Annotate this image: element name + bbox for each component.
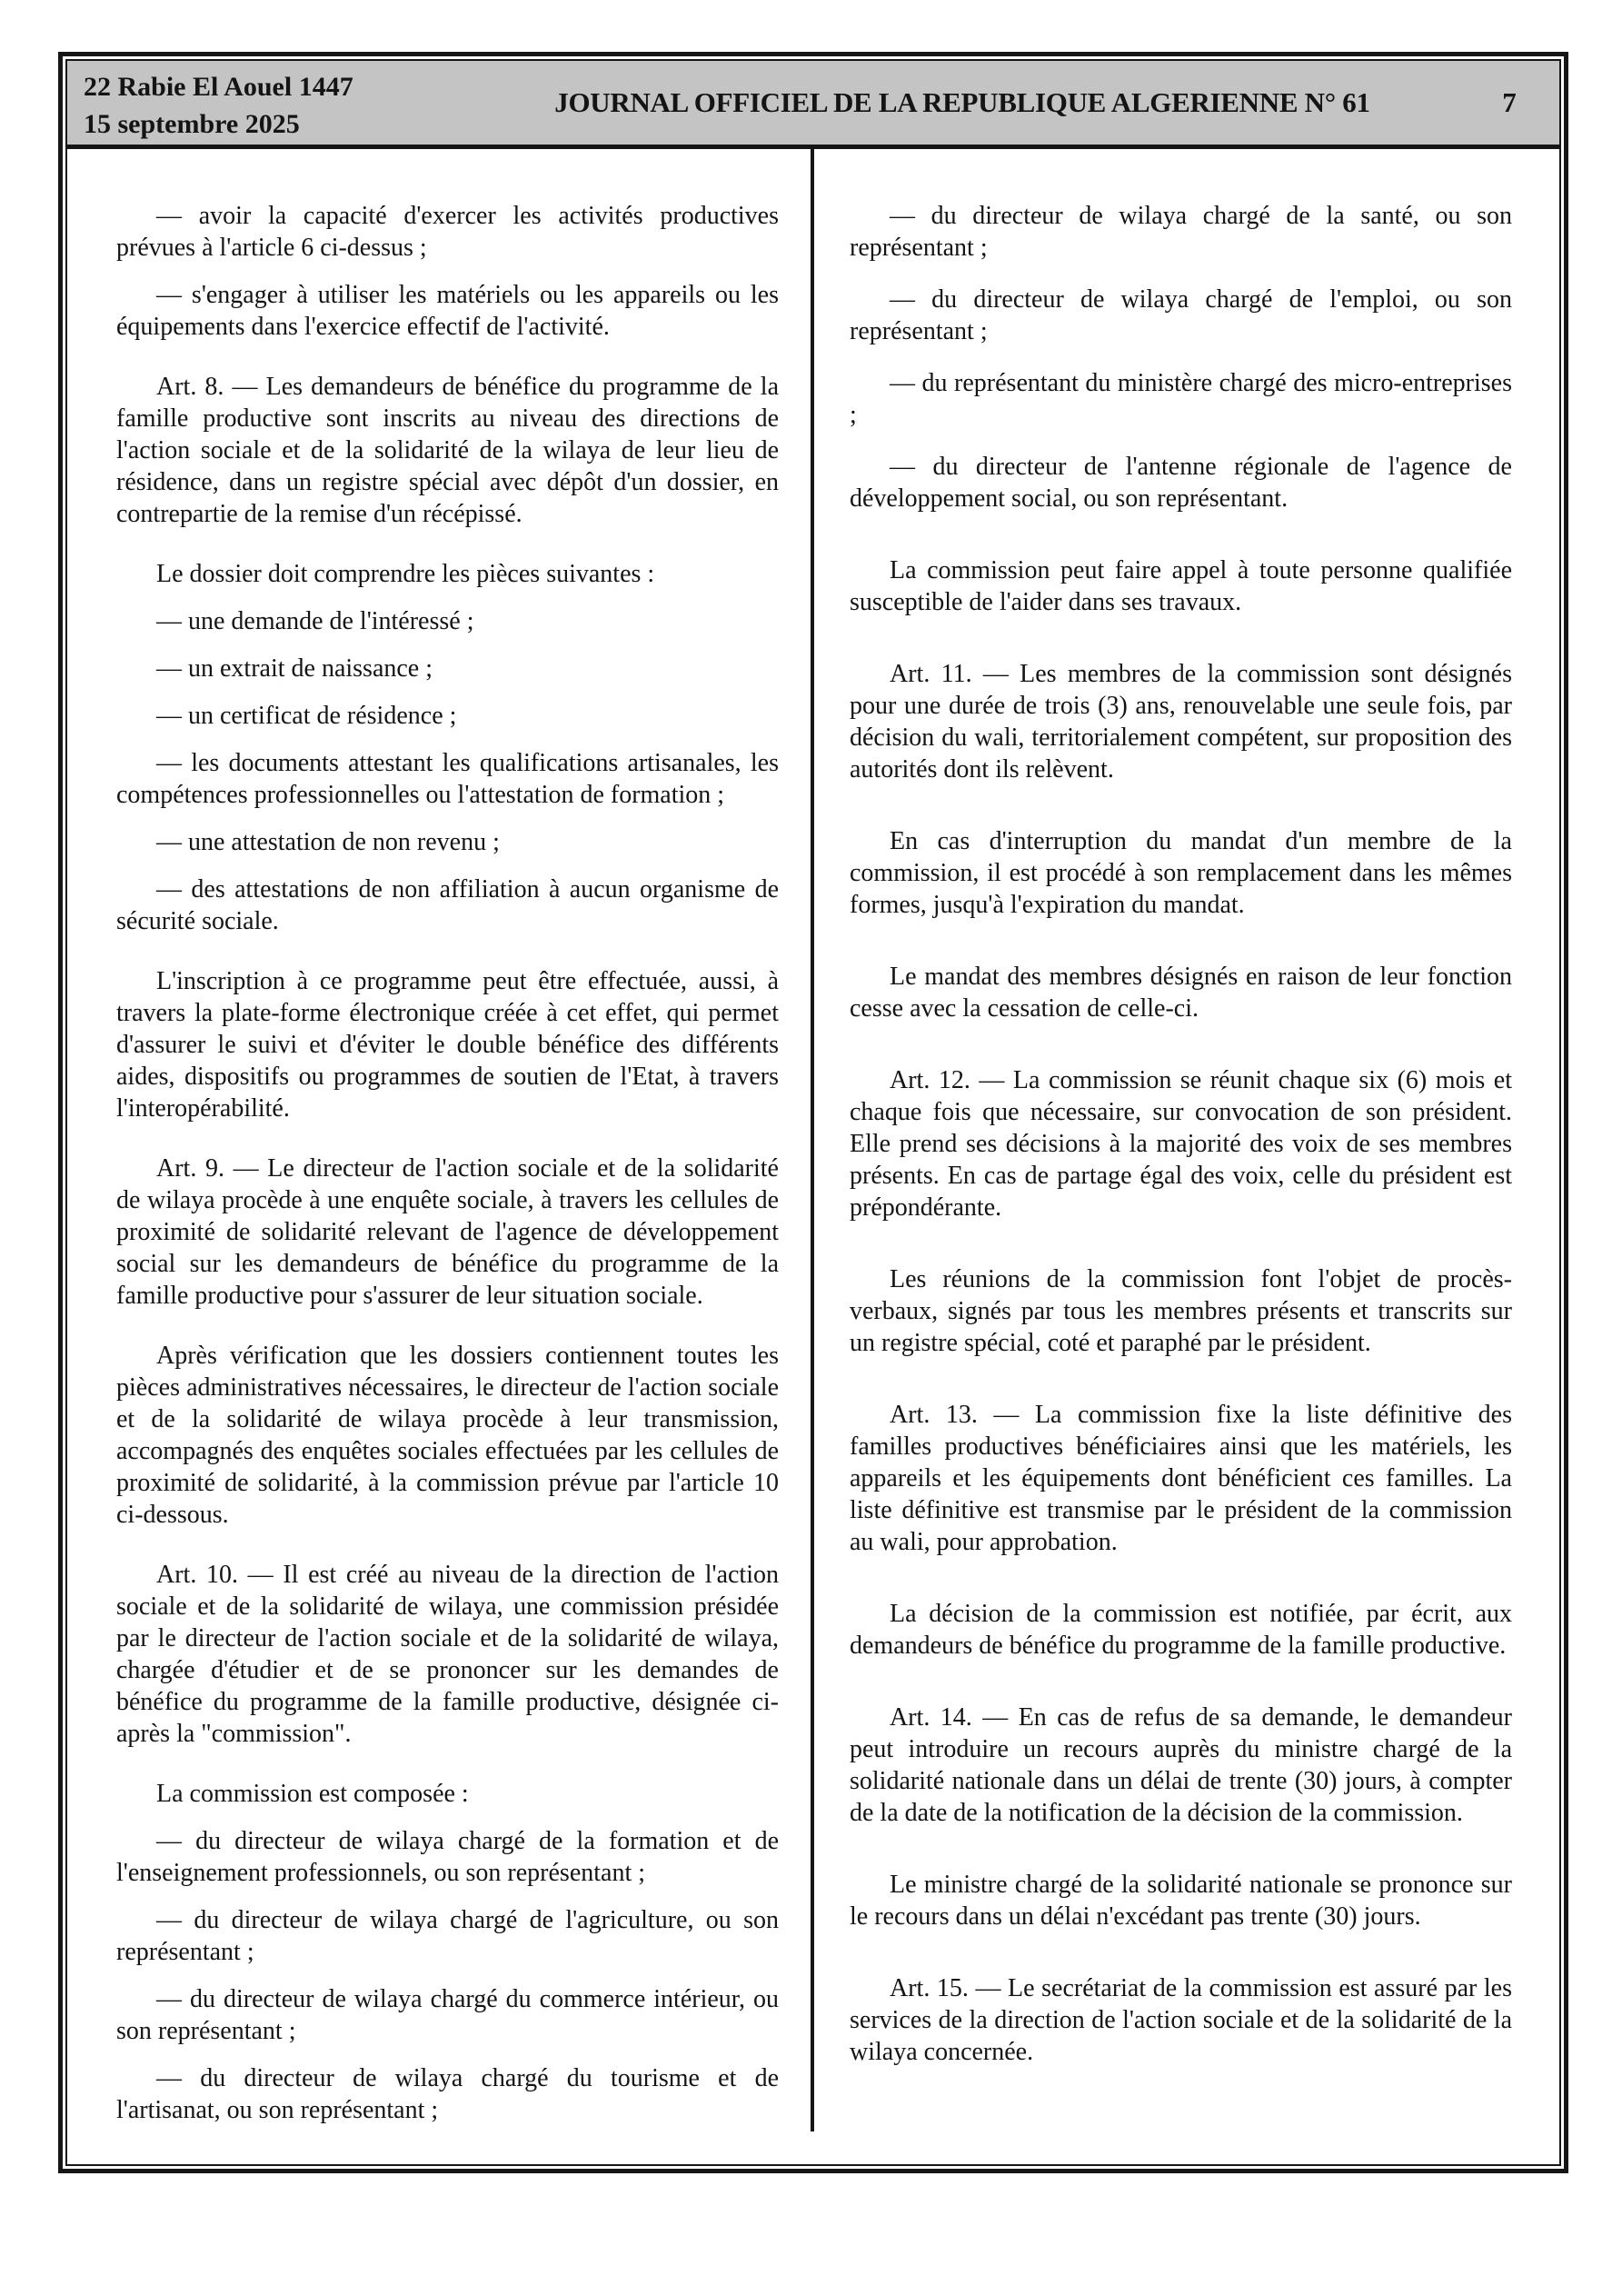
paragraph: Art. 14. — En cas de refus de sa demande, le demandeur peut introduire un recours auprès du ministre chargé de la solidarité nationale dans un délai de trente (30) jours, à compter de la date de la notification de la décision de la commission. [850,1703,1512,1827]
date-hijri: 22 Rabie El Aouel 1447 [84,72,353,102]
right-column [813,149,1559,2164]
paragraph: — une demande de l'intéressé ; [156,607,474,635]
paragraph: Art. 13. — La commission fixe la liste définitive des familles productives bénéficiaires ainsi que les matériels, les appareils et les équipements dont bénéficient ces familles. La liste définitive est transmise par le président de la commission au wali, pour approbation. [850,1401,1512,1556]
paragraph: Les réunions de la commission font l'objet de procès-verbaux, signés par tous les membres présents et transcrits sur un registre spécial, coté et paraphé par le président. [850,1265,1512,1357]
paragraph: — s'engager à utiliser les matériels ou les appareils ou les équipements dans l'exercice effectif de l'activité. [116,281,779,341]
page-header [67,61,1559,149]
paragraph: Le mandat des membres désignés en raison de leur fonction cesse avec la cessation de celle-ci. [850,963,1512,1023]
header-dates [67,61,465,145]
paragraph: L'inscription à ce programme peut être effectuée, aussi, à travers la plate-forme électronique créée à cet effet, qui permet d'assurer le suivi et d'éviter le double bénéfice des différents aides, dispositifs ou programmes de soutien de l'Etat, à travers l'interopérabilité. [116,967,779,1123]
paragraph: — les documents attestant les qualifications artisanales, les compétences professionnelles ou l'attestation de formation ; [116,749,779,809]
page-border-frame [58,52,1568,2173]
journal-title: JOURNAL OFFICIEL DE LA REPUBLIQUE ALGERIENNE N° 61 [554,86,1370,118]
paragraph: — du directeur de wilaya chargé de la santé, ou son représentant ; [850,202,1512,262]
paragraph: — des attestations de non affiliation à aucun organisme de sécurité sociale. [116,875,779,935]
paragraph: — du directeur de l'antenne régionale de l'agence de développement social, ou son représentant. [850,453,1512,513]
left-column [67,149,813,2164]
paragraph: Après vérification que les dossiers contiennent toutes les pièces administratives nécessaires, le directeur de l'action sociale et de la solidarité de wilaya procède à leur transmission, accompagnés des enquêtes sociales effectuées par les cellules de proximité de solidarité, à la commission prévue par l'article 10 ci-dessous. [116,1342,779,1529]
text-columns [67,149,1559,2164]
date-gregorian: 15 septembre 2025 [84,109,300,139]
paragraph: La décision de la commission est notifiée, par écrit, aux demandeurs de bénéfice du programme de la famille productive. [850,1600,1512,1660]
paragraph: La commission peut faire appel à toute personne qualifiée susceptible de l'aider dans ses travaux. [850,556,1512,616]
paragraph: Art. 15. — Le secrétariat de la commission est assuré par les services de la direction de l'action sociale et de la solidarité de la wilaya concernée. [850,1974,1512,2066]
paragraph: En cas d'interruption du mandat d'un membre de la commission, il est procédé à son remplacement dans les mêmes formes, jusqu'à l'expiration du mandat. [850,827,1512,919]
paragraph: Le dossier doit comprendre les pièces suivantes : [156,560,655,588]
paragraph: — du directeur de wilaya chargé du tourisme et de l'artisanat, ou son représentant ; [116,2064,779,2124]
paragraph: — du directeur de wilaya chargé de la formation et de l'enseignement professionnels, ou son représentant ; [116,1827,779,1887]
paragraph: Art. 9. — Le directeur de l'action sociale et de la solidarité de wilaya procède à une enquête sociale, à travers les cellules de proximité de solidarité relevant de l'agence de développement social sur les demandeurs de bénéfice du programme de la famille productive pour s'assurer de leur situation sociale. [116,1154,779,1310]
paragraph: Art. 11. — Les membres de la commission sont désignés pour une durée de trois (3) ans, renouvelable une seule fois, par décision du wali, territorialement compétent, sur proposition des autorités dont ils relèvent. [850,660,1512,784]
paragraph: — du représentant du ministère chargé des micro-entreprises ; [850,369,1512,429]
paragraph: — du directeur de wilaya chargé du commerce intérieur, ou son représentant ; [116,1985,779,2045]
paragraph: La commission est composée : [156,1780,469,1808]
paragraph: Art. 8. — Les demandeurs de bénéfice du programme de la famille productive sont inscrits au niveau des directions de l'action sociale et de la solidarité de la wilaya de leur lieu de résidence, dans un registre spécial avec dépôt d'un dossier, en contrepartie de la remise d'un récépissé. [116,373,779,528]
paragraph: Art. 12. — La commission se réunit chaque six (6) mois et chaque fois que nécessaire, sur convocation de son président. Elle prend ses décisions à la majorité des voix de ses membres présents. En cas de partage égal des voix, celle du président est prépondérante. [850,1066,1512,1222]
paragraph: — avoir la capacité d'exercer les activités productives prévues à l'article 6 ci-dessus ; [116,202,779,262]
column-divider-rule [811,149,814,2131]
paragraph: Art. 10. — Il est créé au niveau de la direction de l'action sociale et de la solidarité de wilaya, une commission présidée par le directeur de l'action sociale et de la solidarité de wilaya, chargée d'étudier et de se prononcer sur les demandes de bénéfice du programme de la famille productive, désignée ci-après la "commission". [116,1561,779,1748]
page-inner-frame [65,59,1561,2166]
paragraph: — une attestation de non revenu ; [156,828,500,856]
paragraph: — un extrait de naissance ; [156,654,433,683]
paragraph: Le ministre chargé de la solidarité nationale se prononce sur le recours dans un délai n'excédant pas trente (30) jours. [850,1871,1512,1931]
page-number: 7 [1502,86,1517,118]
paragraph: — un certificat de résidence ; [156,702,457,730]
paragraph: — du directeur de wilaya chargé de l'emploi, ou son représentant ; [850,285,1512,345]
paragraph: — du directeur de wilaya chargé de l'agriculture, ou son représentant ; [116,1906,779,1966]
